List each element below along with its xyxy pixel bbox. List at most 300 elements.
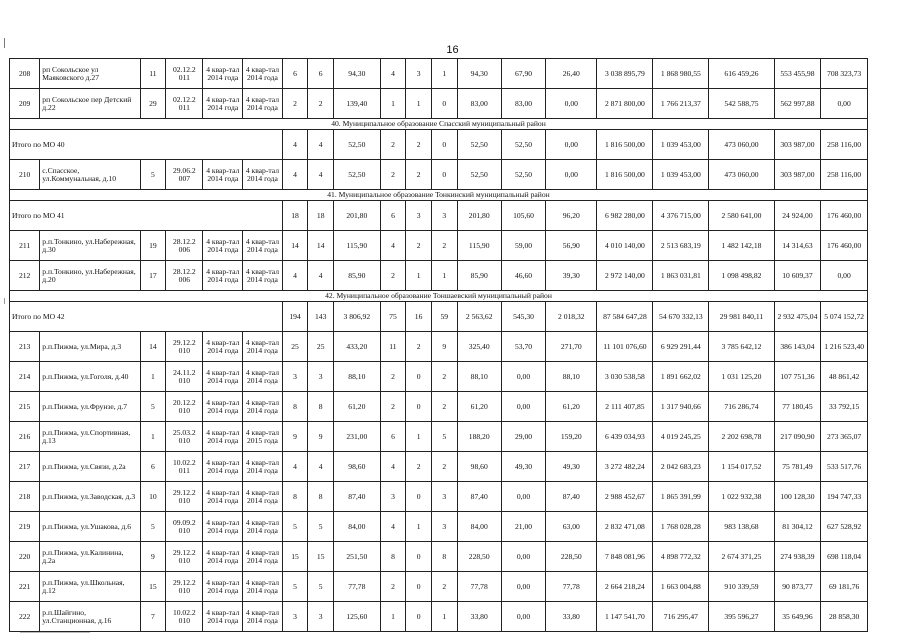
cell-building-floors: 10 <box>140 482 166 512</box>
cell-cost-fund: 1 768 028,28 <box>653 512 709 542</box>
table-row <box>10 392 868 422</box>
cell-residents-relocated: 3 <box>308 362 334 392</box>
cell-row-number: 219 <box>10 512 40 542</box>
cell-cost-local: 217 090,90 <box>774 422 821 452</box>
cell-residents-relocated: 15 <box>308 542 334 572</box>
cell-premises-municipal: 0 <box>431 160 457 190</box>
cell-date: 10.02.2 011 <box>166 452 203 482</box>
section-row <box>10 119 868 130</box>
cell-premises-municipal: 9 <box>431 332 457 362</box>
cell-cost-total: 2 972 140,00 <box>597 261 653 291</box>
cell-premises-municipal: 2 <box>431 362 457 392</box>
cell-cost-total: 2 871 800,00 <box>597 89 653 119</box>
cell-cost-total: 6 439 034,93 <box>597 422 653 452</box>
cell-area-municipal: 271,70 <box>546 332 597 362</box>
total-label: Итого по МО 42 <box>10 302 283 332</box>
cell-area-total: 85,90 <box>334 261 381 291</box>
cell-plan-end: 4 квар-тал 2014 года <box>243 392 283 422</box>
cell-premises-total: 11 <box>380 332 406 362</box>
cell-residents-relocated: 5 <box>308 512 334 542</box>
cell-building-floors: 6 <box>140 452 166 482</box>
cell-plan-end: 4 квар-тал 2014 года <box>243 482 283 512</box>
cell-area-relocated: 87,40 <box>457 482 501 512</box>
cell-area-municipal: 26,40 <box>546 59 597 89</box>
cell-plan-end: 4 квар-тал 2014 года <box>243 512 283 542</box>
total-row <box>10 302 868 332</box>
cell-building-floors: 14 <box>140 332 166 362</box>
cell-address: р.п.Пижма, ул.Связи, д.2а <box>40 452 140 482</box>
cell-cost-local: 24 924,00 <box>774 201 821 231</box>
cell-cost-local: 274 938,39 <box>774 542 821 572</box>
cell-plan-start: 4 квар-тал 2014 года <box>203 362 243 392</box>
cell-premises-total: 3 <box>380 482 406 512</box>
cell-cost-total: 1 147 541,70 <box>597 602 653 632</box>
cell-cost-region: 1 022 932,38 <box>709 482 774 512</box>
cell-area-private: 0,00 <box>501 602 545 632</box>
cell-area-municipal: 39,30 <box>546 261 597 291</box>
table-row <box>10 512 868 542</box>
cell-residents-total: 9 <box>282 422 308 452</box>
cell-cost-total: 87 584 647,28 <box>597 302 653 332</box>
cell-plan-end: 4 квар-тал 2014 года <box>243 231 283 261</box>
cell-cost-region: 910 339,59 <box>709 572 774 602</box>
cell-cost-region: 1 482 142,18 <box>709 231 774 261</box>
cell-cost-local: 2 932 475,04 <box>774 302 821 332</box>
cell-cost-local: 35 649,96 <box>774 602 821 632</box>
cell-area-municipal: 77,78 <box>546 572 597 602</box>
cell-cost-extra: 28 858,30 <box>821 602 868 632</box>
cell-address: р.п.Тонкино, ул.Набережная, д.30 <box>40 231 140 261</box>
cell-row-number: 214 <box>10 362 40 392</box>
cell-address: р.п.Пижма, ул.Фрунзе, д.7 <box>40 392 140 422</box>
cell-cost-extra: 708 323,73 <box>821 59 868 89</box>
cell-area-private: 21,00 <box>501 512 545 542</box>
cell-cost-extra: 0,00 <box>821 89 868 119</box>
cell-cost-fund: 1 891 662,02 <box>653 362 709 392</box>
cell-area-municipal: 87,40 <box>546 482 597 512</box>
cell-residents-relocated: 3 <box>308 602 334 632</box>
cell-premises-municipal: 0 <box>431 89 457 119</box>
cell-cost-local: 386 143,04 <box>774 332 821 362</box>
cell-area-private: 0,00 <box>501 542 545 572</box>
cell-area-relocated: 52,50 <box>457 130 501 160</box>
cell-cost-total: 2 832 471,08 <box>597 512 653 542</box>
cell-plan-end: 4 квар-тал 2015 года <box>243 422 283 452</box>
cell-residents-relocated: 4 <box>308 130 334 160</box>
cell-date: 29.12.2 010 <box>166 332 203 362</box>
cell-plan-start: 4 квар-тал 2014 года <box>203 602 243 632</box>
cell-premises-total: 2 <box>380 362 406 392</box>
cell-cost-extra: 69 181,76 <box>821 572 868 602</box>
cell-area-total: 3 806,92 <box>334 302 381 332</box>
cell-cost-local: 81 304,12 <box>774 512 821 542</box>
cell-area-private: 0,00 <box>501 482 545 512</box>
section-title: 42. Муниципальное образование Тоншаевский муниципальный район <box>10 291 868 302</box>
cell-area-relocated: 61,20 <box>457 392 501 422</box>
cell-cost-extra: 698 118,04 <box>821 542 868 572</box>
cell-cost-fund: 1 663 004,88 <box>653 572 709 602</box>
cell-area-total: 77,78 <box>334 572 381 602</box>
cell-residents-relocated: 8 <box>308 392 334 422</box>
cell-building-floors: 1 <box>140 422 166 452</box>
cell-area-municipal: 159,20 <box>546 422 597 452</box>
cell-area-private: 0,00 <box>501 572 545 602</box>
cell-area-relocated: 98,60 <box>457 452 501 482</box>
total-label: Итого по МО 41 <box>10 201 283 231</box>
cell-premises-municipal: 1 <box>431 261 457 291</box>
cell-area-private: 0,00 <box>501 392 545 422</box>
cell-plan-end: 4 квар-тал 2014 года <box>243 452 283 482</box>
cell-premises-municipal: 1 <box>431 602 457 632</box>
cell-area-relocated: 201,80 <box>457 201 501 231</box>
cell-date: 29.12.2 010 <box>166 572 203 602</box>
cell-date: 28.12.2 006 <box>166 231 203 261</box>
cell-plan-start: 4 квар-тал 2014 года <box>203 512 243 542</box>
cell-area-total: 61,20 <box>334 392 381 422</box>
cell-plan-start: 4 квар-тал 2014 года <box>203 392 243 422</box>
cell-plan-start: 4 квар-тал 2014 года <box>203 542 243 572</box>
cell-building-floors: 5 <box>140 392 166 422</box>
cell-area-total: 433,20 <box>334 332 381 362</box>
cell-cost-region: 983 138,68 <box>709 512 774 542</box>
cell-area-total: 125,60 <box>334 602 381 632</box>
cell-cost-extra: 194 747,33 <box>821 482 868 512</box>
cell-premises-private: 0 <box>406 362 432 392</box>
cell-cost-region: 2 674 371,25 <box>709 542 774 572</box>
cell-address: р.п.Шайгино, ул.Станционная, д.16 <box>40 602 140 632</box>
cell-date: 20.12.2 010 <box>166 392 203 422</box>
cell-building-floors: 29 <box>140 89 166 119</box>
cell-premises-municipal: 0 <box>431 130 457 160</box>
cell-row-number: 218 <box>10 482 40 512</box>
cell-cost-fund: 54 670 332,13 <box>653 302 709 332</box>
cell-premises-private: 1 <box>406 89 432 119</box>
cell-cost-region: 3 785 642,12 <box>709 332 774 362</box>
cell-area-total: 201,80 <box>334 201 381 231</box>
cell-area-relocated: 2 563,62 <box>457 302 501 332</box>
section-row <box>10 291 868 302</box>
cell-premises-private: 2 <box>406 160 432 190</box>
cell-plan-end: 4 квар-тал 2014 года <box>243 362 283 392</box>
table-row <box>10 542 868 572</box>
cell-residents-relocated: 9 <box>308 422 334 452</box>
cell-premises-total: 4 <box>380 452 406 482</box>
cell-plan-end: 4 квар-тал 2014 года <box>243 160 283 190</box>
cell-premises-private: 3 <box>406 59 432 89</box>
cell-area-municipal: 0,00 <box>546 89 597 119</box>
cell-cost-extra: 0,00 <box>821 261 868 291</box>
cell-cost-local: 14 314,63 <box>774 231 821 261</box>
cell-residents-relocated: 25 <box>308 332 334 362</box>
cell-plan-start: 4 квар-тал 2014 года <box>203 572 243 602</box>
cell-premises-municipal: 2 <box>431 572 457 602</box>
cell-date: 09.09.2 010 <box>166 512 203 542</box>
cell-premises-municipal: 3 <box>431 482 457 512</box>
cell-date: 02.12.2 011 <box>166 89 203 119</box>
table-row <box>10 332 868 362</box>
cell-residents-relocated: 4 <box>308 452 334 482</box>
cell-premises-total: 8 <box>380 542 406 572</box>
cell-cost-fund: 1 868 980,55 <box>653 59 709 89</box>
cell-plan-start: 4 квар-тал 2014 года <box>203 482 243 512</box>
cell-area-total: 98,60 <box>334 452 381 482</box>
cell-premises-private: 2 <box>406 231 432 261</box>
housing-register-table <box>9 58 868 632</box>
table-row <box>10 231 868 261</box>
cell-cost-local: 10 609,37 <box>774 261 821 291</box>
cell-plan-end: 4 квар-тал 2014 года <box>243 572 283 602</box>
cell-cost-total: 11 101 076,60 <box>597 332 653 362</box>
cell-premises-municipal: 5 <box>431 422 457 452</box>
cell-area-relocated: 85,90 <box>457 261 501 291</box>
total-row <box>10 130 868 160</box>
cell-cost-region: 2 580 641,00 <box>709 201 774 231</box>
cell-area-municipal: 49,30 <box>546 452 597 482</box>
cell-cost-extra: 48 861,42 <box>821 362 868 392</box>
cell-cost-fund: 2 042 683,23 <box>653 452 709 482</box>
cell-area-municipal: 0,00 <box>546 130 597 160</box>
cell-premises-total: 2 <box>380 130 406 160</box>
cell-cost-fund: 4 898 772,32 <box>653 542 709 572</box>
cell-cost-extra: 627 528,92 <box>821 512 868 542</box>
cell-cost-total: 3 030 538,58 <box>597 362 653 392</box>
cell-cost-fund: 1 766 213,37 <box>653 89 709 119</box>
cell-date: 02.12.2 011 <box>166 59 203 89</box>
cell-address: р.п.Пижма, ул.Спортивная, д.13 <box>40 422 140 452</box>
cell-address: рп Сокольское ул Маяковского д.27 <box>40 59 140 89</box>
cell-residents-total: 4 <box>282 160 308 190</box>
cell-date: 28.12.2 006 <box>166 261 203 291</box>
cell-area-private: 67,90 <box>501 59 545 89</box>
section-row <box>10 190 868 201</box>
cell-residents-relocated: 4 <box>308 160 334 190</box>
cell-area-private: 46,60 <box>501 261 545 291</box>
cell-premises-total: 1 <box>380 89 406 119</box>
table-row <box>10 572 868 602</box>
cell-plan-end: 4 квар-тал 2014 года <box>243 89 283 119</box>
cell-plan-end: 4 квар-тал 2014 года <box>243 602 283 632</box>
cell-premises-total: 2 <box>380 572 406 602</box>
cell-area-municipal: 2 018,32 <box>546 302 597 332</box>
cell-row-number: 221 <box>10 572 40 602</box>
cell-area-total: 87,40 <box>334 482 381 512</box>
cell-area-private: 105,60 <box>501 201 545 231</box>
table-row <box>10 89 868 119</box>
cell-premises-private: 0 <box>406 482 432 512</box>
cell-premises-total: 4 <box>380 59 406 89</box>
cell-building-floors: 9 <box>140 542 166 572</box>
cell-date: 10.02.2 010 <box>166 602 203 632</box>
cell-premises-total: 6 <box>380 422 406 452</box>
cell-date: 29.12.2 010 <box>166 542 203 572</box>
cell-cost-total: 3 272 482,24 <box>597 452 653 482</box>
cell-cost-fund: 1 039 453,00 <box>653 130 709 160</box>
table-row <box>10 362 868 392</box>
cell-area-relocated: 84,00 <box>457 512 501 542</box>
cell-premises-municipal: 2 <box>431 452 457 482</box>
cell-residents-relocated: 14 <box>308 231 334 261</box>
footer-rule <box>20 632 90 633</box>
cell-residents-relocated: 4 <box>308 261 334 291</box>
cell-area-total: 115,90 <box>334 231 381 261</box>
cell-cost-local: 303 987,00 <box>774 160 821 190</box>
cell-cost-local: 100 128,30 <box>774 482 821 512</box>
cell-residents-total: 8 <box>282 482 308 512</box>
cell-residents-total: 3 <box>282 362 308 392</box>
cell-area-total: 88,10 <box>334 362 381 392</box>
cell-cost-local: 107 751,36 <box>774 362 821 392</box>
cell-plan-start: 4 квар-тал 2014 года <box>203 160 243 190</box>
cell-building-floors: 5 <box>140 160 166 190</box>
cell-residents-relocated: 5 <box>308 572 334 602</box>
cell-cost-total: 2 664 218,24 <box>597 572 653 602</box>
cell-cost-region: 2 202 698,78 <box>709 422 774 452</box>
cell-premises-total: 2 <box>380 392 406 422</box>
cell-area-private: 52,50 <box>501 160 545 190</box>
cell-plan-start: 4 квар-тал 2014 года <box>203 231 243 261</box>
cell-area-total: 94,30 <box>334 59 381 89</box>
cell-cost-fund: 1 863 031,81 <box>653 261 709 291</box>
cell-residents-total: 4 <box>282 452 308 482</box>
cell-cost-extra: 258 116,00 <box>821 130 868 160</box>
cell-row-number: 212 <box>10 261 40 291</box>
cell-area-total: 251,50 <box>334 542 381 572</box>
cell-plan-start: 4 квар-тал 2014 года <box>203 89 243 119</box>
cell-cost-local: 77 180,45 <box>774 392 821 422</box>
margin-mark <box>4 298 5 304</box>
cell-area-private: 49,30 <box>501 452 545 482</box>
cell-residents-total: 5 <box>282 572 308 602</box>
cell-cost-total: 7 848 081,96 <box>597 542 653 572</box>
table-row <box>10 59 868 89</box>
cell-cost-extra: 33 792,15 <box>821 392 868 422</box>
cell-plan-end: 4 квар-тал 2014 года <box>243 542 283 572</box>
cell-area-private: 59,00 <box>501 231 545 261</box>
cell-premises-municipal: 8 <box>431 542 457 572</box>
cell-area-municipal: 33,80 <box>546 602 597 632</box>
cell-premises-total: 75 <box>380 302 406 332</box>
cell-area-relocated: 228,50 <box>457 542 501 572</box>
section-title: 41. Муниципальное образование Тонкинский муниципальный район <box>10 190 868 201</box>
cell-area-total: 52,50 <box>334 160 381 190</box>
cell-building-floors: 17 <box>140 261 166 291</box>
page-number: 16 <box>446 44 459 56</box>
cell-premises-private: 1 <box>406 261 432 291</box>
cell-residents-total: 18 <box>282 201 308 231</box>
cell-premises-total: 6 <box>380 201 406 231</box>
cell-cost-fund: 716 295,47 <box>653 602 709 632</box>
cell-premises-total: 2 <box>380 261 406 291</box>
cell-cost-fund: 1 317 940,66 <box>653 392 709 422</box>
cell-building-floors: 19 <box>140 231 166 261</box>
cell-cost-fund: 1 865 391,99 <box>653 482 709 512</box>
cell-premises-private: 16 <box>406 302 432 332</box>
cell-cost-fund: 4 019 245,25 <box>653 422 709 452</box>
cell-area-total: 52,50 <box>334 130 381 160</box>
cell-plan-end: 4 квар-тал 2014 года <box>243 332 283 362</box>
cell-premises-municipal: 1 <box>431 59 457 89</box>
cell-cost-local: 562 997,88 <box>774 89 821 119</box>
cell-cost-region: 616 459,26 <box>709 59 774 89</box>
cell-premises-private: 2 <box>406 452 432 482</box>
cell-cost-extra: 5 074 152,72 <box>821 302 868 332</box>
cell-plan-start: 4 квар-тал 2014 года <box>203 422 243 452</box>
table-row <box>10 602 868 632</box>
cell-residents-total: 8 <box>282 392 308 422</box>
cell-premises-private: 3 <box>406 201 432 231</box>
cell-date: 25.03.2 010 <box>166 422 203 452</box>
cell-cost-local: 553 455,98 <box>774 59 821 89</box>
cell-area-relocated: 33,80 <box>457 602 501 632</box>
cell-residents-relocated: 143 <box>308 302 334 332</box>
cell-building-floors: 7 <box>140 602 166 632</box>
cell-area-private: 52,50 <box>501 130 545 160</box>
cell-area-private: 83,00 <box>501 89 545 119</box>
cell-residents-total: 3 <box>282 602 308 632</box>
cell-premises-private: 1 <box>406 422 432 452</box>
cell-residents-total: 5 <box>282 512 308 542</box>
table-row <box>10 482 868 512</box>
cell-cost-region: 395 596,27 <box>709 602 774 632</box>
cell-cost-total: 1 816 500,00 <box>597 130 653 160</box>
cell-cost-region: 1 154 017,52 <box>709 452 774 482</box>
cell-area-municipal: 0,00 <box>546 160 597 190</box>
cell-residents-relocated: 2 <box>308 89 334 119</box>
cell-area-relocated: 325,40 <box>457 332 501 362</box>
cell-residents-total: 194 <box>282 302 308 332</box>
cell-cost-extra: 1 216 523,40 <box>821 332 868 362</box>
cell-residents-total: 4 <box>282 130 308 160</box>
cell-residents-total: 14 <box>282 231 308 261</box>
cell-cost-region: 716 286,74 <box>709 392 774 422</box>
cell-cost-region: 1 031 125,20 <box>709 362 774 392</box>
cell-premises-private: 0 <box>406 602 432 632</box>
cell-residents-total: 6 <box>282 59 308 89</box>
cell-address: р.п.Пижма, ул.Калинина, д.2а <box>40 542 140 572</box>
cell-cost-fund: 1 039 453,00 <box>653 160 709 190</box>
cell-cost-fund: 4 376 715,00 <box>653 201 709 231</box>
cell-premises-private: 0 <box>406 392 432 422</box>
cell-cost-extra: 533 517,76 <box>821 452 868 482</box>
cell-row-number: 222 <box>10 602 40 632</box>
cell-building-floors: 1 <box>140 362 166 392</box>
cell-building-floors: 5 <box>140 512 166 542</box>
cell-address: р.п.Тонкино, ул.Набережная, д.20 <box>40 261 140 291</box>
cell-cost-total: 3 038 895,79 <box>597 59 653 89</box>
cell-row-number: 216 <box>10 422 40 452</box>
cell-area-municipal: 56,90 <box>546 231 597 261</box>
table-body <box>10 59 868 632</box>
cell-plan-start: 4 квар-тал 2014 года <box>203 452 243 482</box>
total-row <box>10 201 868 231</box>
cell-address: р.п.Пижма, ул.Заводская, д.3 <box>40 482 140 512</box>
cell-residents-relocated: 8 <box>308 482 334 512</box>
cell-cost-total: 4 010 140,00 <box>597 231 653 261</box>
cell-area-relocated: 83,00 <box>457 89 501 119</box>
cell-area-municipal: 228,50 <box>546 542 597 572</box>
total-label: Итого по МО 40 <box>10 130 283 160</box>
cell-row-number: 211 <box>10 231 40 261</box>
cell-cost-total: 2 111 407,85 <box>597 392 653 422</box>
cell-premises-total: 2 <box>380 160 406 190</box>
cell-premises-total: 1 <box>380 602 406 632</box>
cell-cost-fund: 2 513 683,19 <box>653 231 709 261</box>
cell-cost-extra: 273 365,07 <box>821 422 868 452</box>
cell-premises-municipal: 59 <box>431 302 457 332</box>
cell-row-number: 208 <box>10 59 40 89</box>
cell-cost-total: 2 988 452,67 <box>597 482 653 512</box>
cell-plan-end: 4 квар-тал 2014 года <box>243 59 283 89</box>
